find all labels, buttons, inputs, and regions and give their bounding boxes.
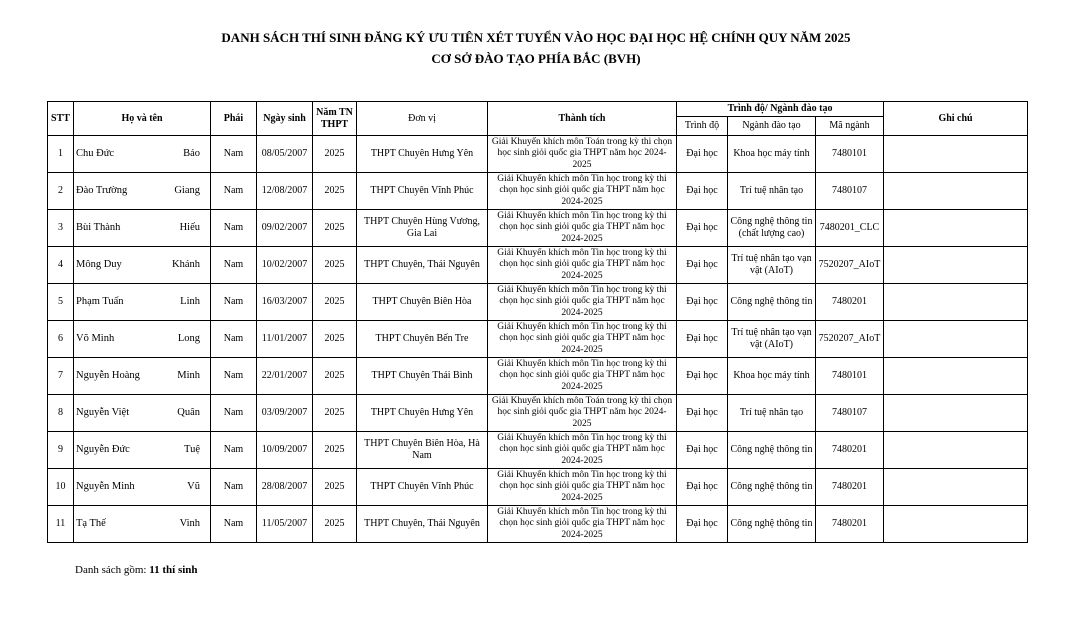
cell-unit: THPT Chuyên Biên Hòa (357, 284, 488, 321)
document-title: DANH SÁCH THÍ SINH ĐĂNG KÝ ƯU TIÊN XÉT TUYỂN VÀO HỌC ĐẠI HỌC HỆ CHÍNH QUY NĂM 2025 (221, 30, 851, 45)
cell-major: Khoa học máy tính (728, 136, 816, 173)
cell-unit: THPT Chuyên Hùng Vương, Gia Lai (357, 210, 488, 247)
cell-note (884, 358, 1028, 395)
cell-stt: 4 (48, 247, 74, 284)
cell-achievement: Giải Khuyến khích môn Tin học trong kỳ thi chọn học sinh giỏi quốc gia THPT năm học 2024-2025 (488, 432, 677, 469)
surname: Bùi Thành (76, 222, 121, 233)
cell-note (884, 210, 1028, 247)
header-grad-year: Năm TN THPT (313, 102, 357, 136)
cell-grad-year: 2025 (313, 136, 357, 173)
cell-note (884, 321, 1028, 358)
cell-dob: 03/09/2007 (257, 395, 313, 432)
cell-stt: 9 (48, 432, 74, 469)
cell-code: 7520207_AIoT (816, 247, 884, 284)
document-subtitle: CƠ SỞ ĐÀO TẠO PHÍA BẮC (BVH) (431, 51, 641, 66)
cell-name (74, 173, 211, 210)
cell-name (74, 432, 211, 469)
header-note: Ghi chú (884, 102, 1028, 136)
cell-name (74, 506, 211, 543)
given-name: Bảo (183, 148, 200, 159)
cell-grad-year: 2025 (313, 358, 357, 395)
cell-gender: Nam (211, 321, 257, 358)
cell-note (884, 432, 1028, 469)
given-name: Vinh (179, 518, 200, 529)
given-name: Quân (177, 407, 200, 418)
table-row (48, 284, 1028, 321)
cell-major: Trí tuệ nhân tạo vạn vật (AIoT) (728, 247, 816, 284)
cell-dob: 08/05/2007 (257, 136, 313, 173)
cell-level: Đại học (677, 506, 728, 543)
cell-achievement: Giải Khuyến khích môn Toán trong kỳ thi chọn học sinh giỏi quốc gia THPT năm học 2024-2025 (488, 136, 677, 173)
cell-unit: THPT Chuyên, Thái Nguyên (357, 247, 488, 284)
cell-unit: THPT Chuyên Vĩnh Phúc (357, 469, 488, 506)
summary-count: 11 thí sinh (149, 564, 198, 576)
surname: Mông Duy (76, 259, 122, 270)
surname: Đào Trường (76, 185, 128, 196)
cell-unit: THPT Chuyên Thái Bình (357, 358, 488, 395)
cell-level: Đại học (677, 358, 728, 395)
table-row (48, 358, 1028, 395)
given-name: Long (177, 333, 200, 344)
cell-grad-year: 2025 (313, 173, 357, 210)
cell-stt: 2 (48, 173, 74, 210)
given-name: Vũ (187, 481, 200, 492)
cell-gender: Nam (211, 210, 257, 247)
header-code: Mã ngành (816, 117, 884, 136)
cell-major: Trí tuệ nhân tạo (728, 395, 816, 432)
cell-level: Đại học (677, 173, 728, 210)
cell-unit: THPT Chuyên Bến Tre (357, 321, 488, 358)
cell-name (74, 210, 211, 247)
cell-gender: Nam (211, 136, 257, 173)
cell-dob: 22/01/2007 (257, 358, 313, 395)
table-row (48, 395, 1028, 432)
cell-achievement: Giải Khuyến khích môn Toán trong kỳ thi chọn học sinh giỏi quốc gia THPT năm học 2024-2025 (488, 395, 677, 432)
cell-level: Đại học (677, 284, 728, 321)
cell-achievement: Giải Khuyến khích môn Tin học trong kỳ thi chọn học sinh giỏi quốc gia THPT năm học 2024-2025 (488, 247, 677, 284)
cell-gender: Nam (211, 395, 257, 432)
cell-major: Trí tuệ nhân tạo (728, 173, 816, 210)
cell-stt: 3 (48, 210, 74, 247)
cell-name (74, 321, 211, 358)
surname: Nguyễn Đức (76, 444, 130, 455)
cell-gender: Nam (211, 173, 257, 210)
cell-achievement: Giải Khuyến khích môn Tin học trong kỳ thi chọn học sinh giỏi quốc gia THPT năm học 2024-2025 (488, 284, 677, 321)
cell-dob: 12/08/2007 (257, 173, 313, 210)
cell-note (884, 506, 1028, 543)
surname: Nguyễn Việt (76, 407, 130, 418)
cell-unit: THPT Chuyên Hưng Yên (357, 136, 488, 173)
cell-level: Đại học (677, 321, 728, 358)
header-level-major-group: Trình độ/ Ngành đào tạo (677, 102, 884, 117)
cell-level: Đại học (677, 247, 728, 284)
cell-gender: Nam (211, 432, 257, 469)
cell-dob: 11/05/2007 (257, 506, 313, 543)
table-row (48, 210, 1028, 247)
cell-major: Công nghệ thông tin (chất lượng cao) (728, 210, 816, 247)
cell-code: 7480201 (816, 432, 884, 469)
surname: Nguyễn Hoàng (76, 370, 140, 381)
cell-level: Đại học (677, 395, 728, 432)
cell-name (74, 136, 211, 173)
given-name: Khánh (172, 259, 200, 270)
table-row (48, 247, 1028, 284)
cell-level: Đại học (677, 136, 728, 173)
table-row (48, 173, 1028, 210)
cell-grad-year: 2025 (313, 321, 357, 358)
cell-achievement: Giải Khuyến khích môn Tin học trong kỳ thi chọn học sinh giỏi quốc gia THPT năm học 2024-2025 (488, 173, 677, 210)
table-row (48, 506, 1028, 543)
candidate-rows (48, 136, 1028, 543)
header-achievement: Thành tích (488, 102, 677, 136)
surname: Võ Minh (76, 333, 115, 344)
given-name: Tuệ (184, 444, 200, 455)
cell-dob: 10/09/2007 (257, 432, 313, 469)
cell-stt: 10 (48, 469, 74, 506)
cell-code: 7480101 (816, 358, 884, 395)
cell-achievement: Giải Khuyến khích môn Tin học trong kỳ thi chọn học sinh giỏi quốc gia THPT năm học 2024-2025 (488, 469, 677, 506)
cell-grad-year: 2025 (313, 247, 357, 284)
table-row (48, 321, 1028, 358)
cell-note (884, 173, 1028, 210)
cell-name (74, 358, 211, 395)
cell-gender: Nam (211, 506, 257, 543)
cell-stt: 7 (48, 358, 74, 395)
cell-note (884, 136, 1028, 173)
cell-major: Công nghệ thông tin (728, 506, 816, 543)
cell-code: 7480201 (816, 506, 884, 543)
cell-note (884, 395, 1028, 432)
cell-dob: 16/03/2007 (257, 284, 313, 321)
cell-code: 7480107 (816, 173, 884, 210)
cell-name (74, 247, 211, 284)
cell-code: 7480101 (816, 136, 884, 173)
cell-gender: Nam (211, 469, 257, 506)
cell-level: Đại học (677, 210, 728, 247)
cell-unit: THPT Chuyên, Thái Nguyên (357, 506, 488, 543)
header-dob: Ngày sinh (257, 102, 313, 136)
cell-unit: THPT Chuyên Biên Hòa, Hà Nam (357, 432, 488, 469)
cell-stt: 6 (48, 321, 74, 358)
cell-grad-year: 2025 (313, 395, 357, 432)
header-name: Họ và tên (74, 102, 211, 136)
cell-dob: 10/02/2007 (257, 247, 313, 284)
cell-name (74, 469, 211, 506)
header-unit: Đơn vị (357, 102, 488, 136)
cell-unit: THPT Chuyên Hưng Yên (357, 395, 488, 432)
cell-dob: 11/01/2007 (257, 321, 313, 358)
cell-note (884, 469, 1028, 506)
summary-label: Danh sách gồm: (75, 564, 150, 576)
cell-achievement: Giải Khuyến khích môn Tin học trong kỳ thi chọn học sinh giỏi quốc gia THPT năm học 2024-2025 (488, 506, 677, 543)
cell-gender: Nam (211, 284, 257, 321)
cell-stt: 11 (48, 506, 74, 543)
cell-grad-year: 2025 (313, 469, 357, 506)
given-name: Minh (177, 370, 200, 381)
given-name: Linh (180, 296, 200, 307)
given-name: Giang (174, 185, 200, 196)
cell-level: Đại học (677, 432, 728, 469)
cell-dob: 09/02/2007 (257, 210, 313, 247)
cell-gender: Nam (211, 247, 257, 284)
cell-name (74, 395, 211, 432)
surname: Tạ Thế (76, 518, 106, 529)
candidate-table (47, 101, 1028, 543)
cell-code: 7480107 (816, 395, 884, 432)
cell-grad-year: 2025 (313, 506, 357, 543)
cell-note (884, 284, 1028, 321)
cell-name (74, 284, 211, 321)
cell-grad-year: 2025 (313, 284, 357, 321)
cell-stt: 8 (48, 395, 74, 432)
cell-code: 7480201 (816, 284, 884, 321)
cell-achievement: Giải Khuyến khích môn Tin học trong kỳ thi chọn học sinh giỏi quốc gia THPT năm học 2024-2025 (488, 321, 677, 358)
cell-grad-year: 2025 (313, 210, 357, 247)
header-stt: STT (48, 102, 74, 136)
given-name: Hiếu (179, 222, 200, 233)
cell-code: 7480201_CLC (816, 210, 884, 247)
header-gender: Phái (211, 102, 257, 136)
table-row (48, 432, 1028, 469)
cell-achievement: Giải Khuyến khích môn Tin học trong kỳ thi chọn học sinh giỏi quốc gia THPT năm học 2024-2025 (488, 358, 677, 395)
cell-grad-year: 2025 (313, 432, 357, 469)
cell-stt: 5 (48, 284, 74, 321)
cell-major: Công nghệ thông tin (728, 469, 816, 506)
cell-code: 7480201 (816, 469, 884, 506)
surname: Chu Đức (76, 148, 115, 159)
cell-major: Khoa học máy tính (728, 358, 816, 395)
cell-dob: 28/08/2007 (257, 469, 313, 506)
cell-gender: Nam (211, 358, 257, 395)
cell-major: Công nghệ thông tin (728, 432, 816, 469)
cell-note (884, 247, 1028, 284)
cell-major: Trí tuệ nhân tạo vạn vật (AIoT) (728, 321, 816, 358)
cell-achievement: Giải Khuyến khích môn Tin học trong kỳ thi chọn học sinh giỏi quốc gia THPT năm học 2024-2025 (488, 210, 677, 247)
surname: Phạm Tuấn (76, 296, 124, 307)
cell-unit: THPT Chuyên Vĩnh Phúc (357, 173, 488, 210)
cell-stt: 1 (48, 136, 74, 173)
list-summary (75, 564, 198, 576)
header-major: Ngành đào tạo (728, 117, 816, 136)
cell-level: Đại học (677, 469, 728, 506)
table-row (48, 136, 1028, 173)
cell-major: Công nghệ thông tin (728, 284, 816, 321)
surname: Nguyễn Minh (76, 481, 135, 492)
table-row (48, 469, 1028, 506)
header-level: Trình độ (677, 117, 728, 136)
cell-code: 7520207_AIoT (816, 321, 884, 358)
